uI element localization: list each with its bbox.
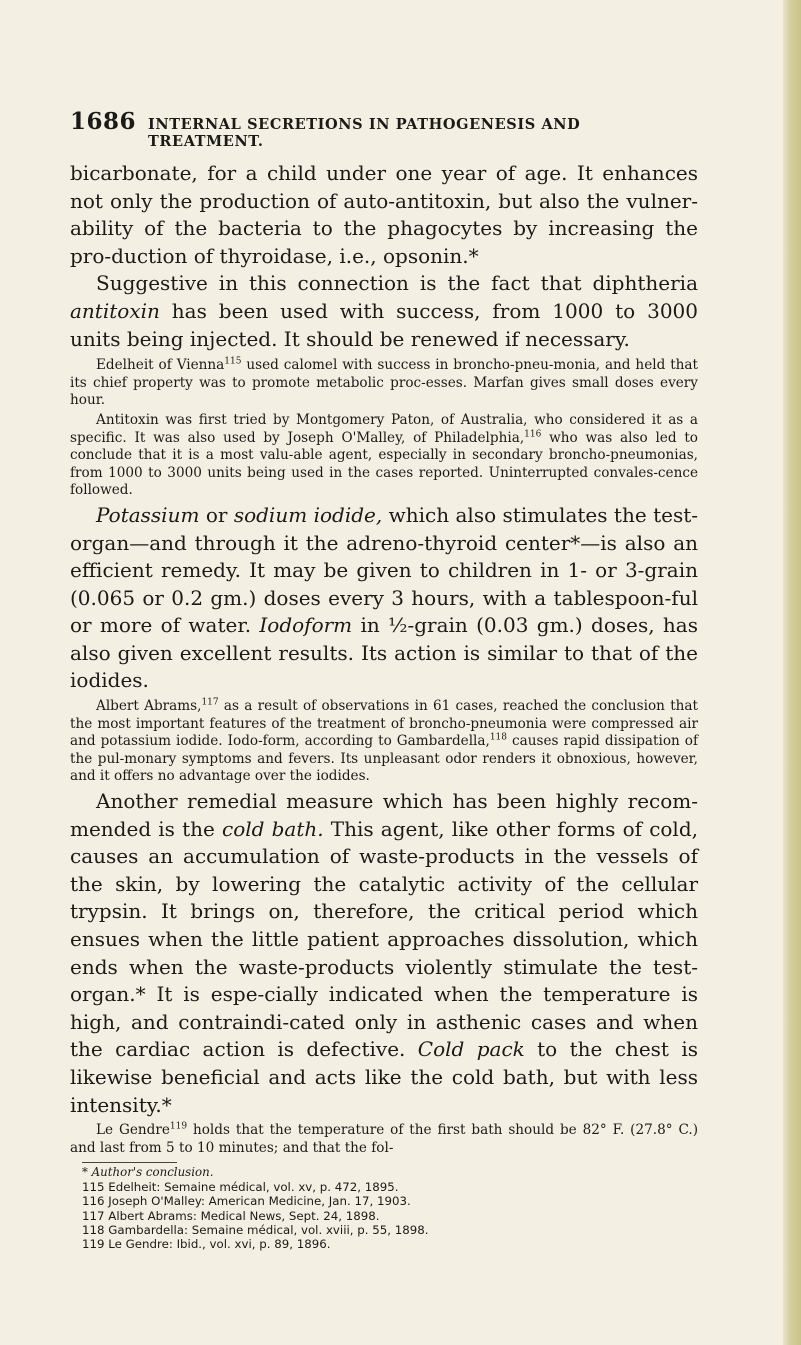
paragraph-text: Another remedial measure which has been highly recom-mended is the [70, 789, 698, 841]
paragraph-text: as a result of observations in 61 cases, reached the conclusion that the most important features of the treatment of broncho-pneumonia were compressed air and potassium iodide. Iodo-form, according to Gambardella, [70, 698, 698, 750]
emphasis-sodium-iodide: sodium iodide, [233, 502, 383, 527]
footnote-ref: 117 [201, 697, 219, 708]
footnote-115: 115 Edelheit: Semaine médical, vol. xv, p. 472, 1895. [82, 1179, 399, 1194]
paragraph-text: Antitoxin was first tried by Montgomery Paton, of Australia, who considered it as a specific. It was also used by Joseph O'Malley, of Philadelphia, [70, 411, 698, 446]
emphasis-cold-pack: Cold pack [417, 1037, 525, 1062]
paragraph-text: Edelheit of Vienna [96, 357, 225, 374]
paragraph-text: Le Gendre [96, 1122, 170, 1139]
small-paragraph-antitoxin [70, 412, 698, 500]
paragraph-text: which also stimulates the test-organ—and through it the adreno-thyroid center*—is also an efficient remedy. It may be given to children in 1- or 3-grain (0.065 or 0.2 gm.) doses every 3 hours, with a tablespoon-ful or more of water. [70, 502, 698, 638]
paragraph-bicarbonate [70, 160, 698, 270]
paragraph-text: Suggestive in this connection is the fact that diphtheria [96, 271, 698, 296]
emphasis-antitoxin: antitoxin [70, 298, 160, 323]
footnotes [70, 1165, 698, 1251]
footnote-ref: 116 [524, 429, 542, 439]
footnote-ref: 118 [489, 732, 508, 743]
paragraph-text: to the chest is likewise beneficial and acts like the cold bath, but with less intensity.* [70, 1037, 698, 1117]
paragraph-text: in ½-grain (0.03 gm.) doses, has also given excellent results. Its action is similar to that of the iodides. [70, 613, 698, 693]
page-content [70, 108, 698, 1252]
paragraph-text: who was also led to conclude that it is a most valu-able agent, especially in secondary broncho-pneumonias, from 1000 to 3000 units being used in the cases reported. Uninterrupted convales-cence followed. [70, 429, 698, 499]
small-paragraph-le-gendre [70, 1122, 698, 1157]
paragraph-text: Albert Abrams, [96, 698, 202, 715]
footnote-119: 119 Le Gendre: Ibid., vol. xvi, p. 89, 1896. [82, 1237, 331, 1252]
paragraph-cold-bath [70, 788, 698, 1119]
paragraph-text: bicarbonate, for a child under one year of age. It enhances not only the production of auto-antitoxin, but also the vulner-ability of the bacteria to the phagocytes by increasing the pro-duction of thyroidase, i.e., opsonin.* [70, 161, 698, 268]
footnote-116: 116 Joseph O'Malley: American Medicine, Jan. 17, 1903. [82, 1194, 411, 1209]
footnote-117: 117 Albert Abrams: Medical News, Sept. 24, 1898. [82, 1208, 380, 1223]
emphasis-iodoform: Iodoform [259, 613, 353, 638]
running-title: INTERNAL SECRETIONS IN PATHOGENESIS AND TREATMENT. [148, 116, 581, 150]
running-header [70, 108, 698, 150]
emphasis-potassium: Potassium [96, 502, 200, 527]
page-edge-shadow [783, 0, 801, 1345]
footnote-ref: 115 [224, 356, 242, 367]
footnote-author [82, 1165, 698, 1179]
emphasis-cold-bath: cold bath. [222, 816, 324, 841]
small-paragraph-edelheit [70, 357, 698, 410]
paragraph-potassium-iodide [70, 502, 698, 695]
paragraph-diphtheria-antitoxin [70, 270, 698, 353]
page-number: 1686 [70, 108, 137, 135]
small-paragraph-abrams [70, 698, 698, 786]
paragraph-text: holds that the temperature of the first bath should be 82° F. (27.8° C.) and last from 5 to 10 minutes; and that the fol- [70, 1122, 698, 1156]
footnote-ref: 119 [169, 1121, 188, 1132]
footnote-text: * Author's conclusion. [82, 1165, 214, 1180]
paragraph-text: This agent, like other forms of cold, causes an accumulation of waste-products in the vessels of the skin, by lowering the catalytic activity of the cellular trypsin. It brings on, therefore, the critical period which ensues when the little patient approaches dissolution, which ends when the waste-products violently stimulate the test-organ.* It is espe-cially indicated when the temperature is high, and contraindi-cated only in asthenic cases and when the cardiac action is defective. [70, 816, 698, 1062]
paragraph-text: causes rapid dissipation of the pul-monary symptoms and fevers. Its unpleasant odor renders it obnoxious, however, and it offers no advantage over the iodides. [70, 733, 699, 785]
paragraph-text: has been used with success, from 1000 to 3000 units being injected. It should be renewed if necessary. [70, 298, 698, 351]
footnote-divider [82, 1162, 177, 1163]
paragraph-text: or [199, 502, 234, 527]
paragraph-text: used calomel with success in broncho-pneu-monia, and held that its chief property was to promote metabolic proc-esses. Marfan gives small doses every hour. [70, 357, 698, 409]
footnote-118: 118 Gambardella: Semaine médical, vol. xviii, p. 55, 1898. [82, 1222, 429, 1237]
